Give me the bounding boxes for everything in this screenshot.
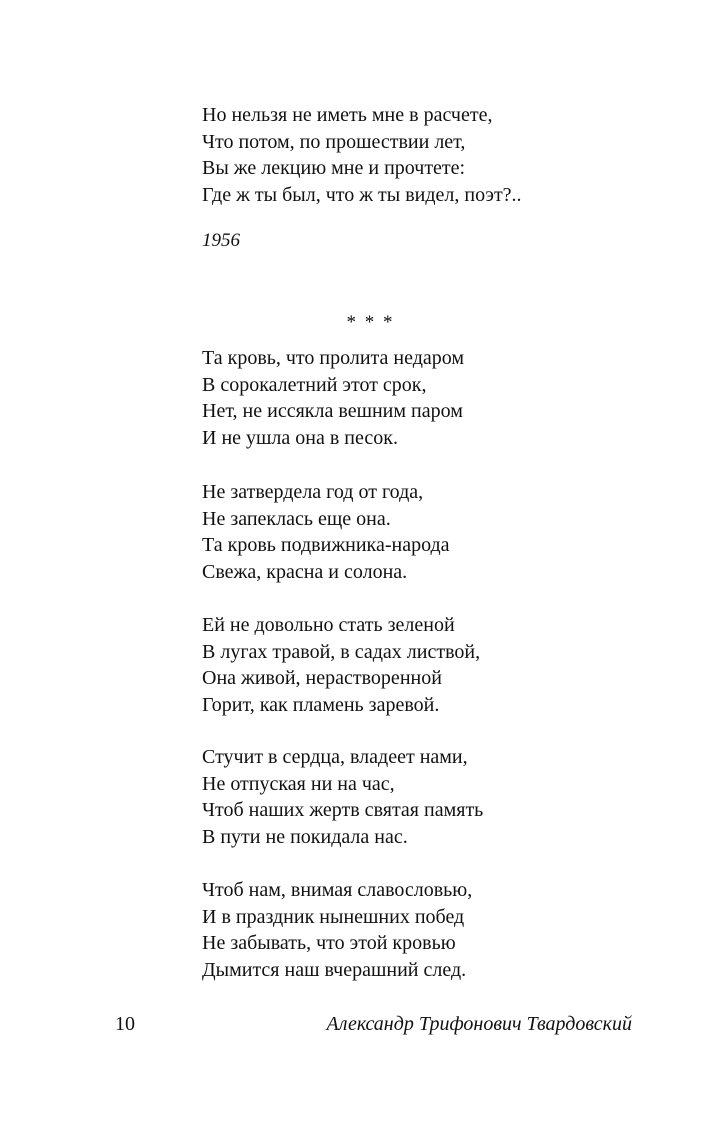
poem-line: Та кровь подвижника-народа [202,534,450,556]
poem-line: Не запеклась еще она. [202,507,391,530]
poem-line: И не ушла она в песок. [202,426,398,449]
poem-line: Чтоб нам, внимая славословью, [202,879,473,901]
poem-line: Чтоб наших жертв святая память [202,799,484,821]
poem-line: Но нельзя не иметь мне в расчете, [202,104,493,126]
stanza [202,877,622,983]
poem-line: Она живой, нерастворенной [202,667,442,689]
running-footer-author: Александр Трифонович Твардовский [326,1013,632,1035]
poem-line: Что потом, по прошествии лет, [202,130,466,153]
stanza [202,479,622,585]
previous-poem-ending [202,102,622,208]
poem-line: Не отпуская ни на час, [202,772,395,795]
page-number: 10 [115,1013,135,1035]
poem-line: Нет, не иссякла вешним паром [202,400,463,422]
poem-year: 1956 [202,230,240,251]
poem-line: Та кровь, что пролита недаром [202,347,465,369]
poem-line: Вы же лекцию мне и прочтете: [202,157,466,179]
poem-line: Ей не довольно стать зеленой [202,614,455,636]
poem-line: Свежа, красна и солона. [202,560,408,583]
poem-line: Не затвердела год от года, [202,481,424,503]
stanza [202,612,622,718]
poem-line: Дымится наш вчерашний след. [202,958,467,981]
stanza [202,744,622,850]
poem-line: Где ж ты был, что ж ты видел, поэт?.. [202,183,522,206]
poem-line: В сорокалетний этот срок, [202,373,427,396]
poem-line: Стучит в сердца, владеет нами, [202,746,468,768]
poem-separator: * * * [346,312,395,333]
poem-line: И в праздник нынешних побед [202,905,465,928]
poem-line: В пути не покидала нас. [202,825,408,848]
poem-line: В лугах травой, в садах листвой, [202,640,481,663]
stanza [202,345,622,451]
poem-line: Горит, как пламень заревой. [202,693,440,716]
poem-line: Не забывать, что этой кровью [202,932,456,954]
